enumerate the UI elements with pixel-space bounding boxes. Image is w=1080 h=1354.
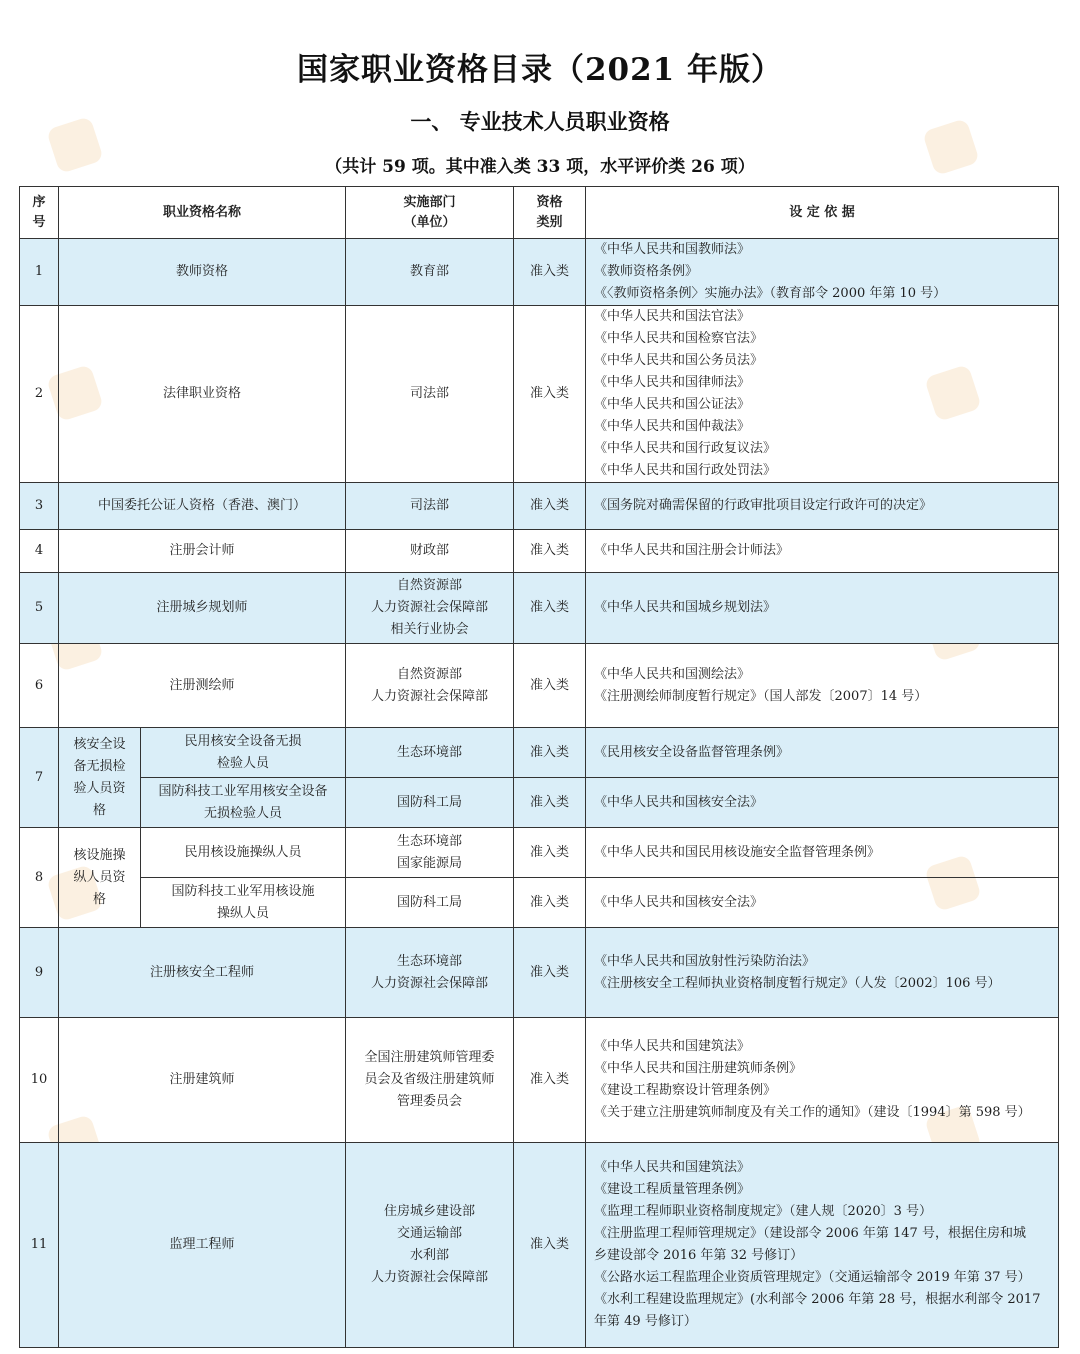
basis-line: 《中华人民共和国城乡规划法》 [594,600,777,615]
row-name: 监理工程师 [59,1143,346,1348]
row-name: 注册核安全工程师 [59,928,346,1018]
table-row [20,1018,1059,1143]
sub-name-line: 国防科技工业军用核安全设备 [158,783,328,799]
row-seq: 9 [20,928,59,1018]
row-seq: 5 [20,573,59,644]
basis-line: 《中华人民共和国注册建筑师条例》 [594,1061,803,1076]
dept-line: 水利部 [410,1248,450,1263]
basis-line: 《中华人民共和国放射性污染防治法》 [594,953,816,969]
row-name: 注册建筑师 [59,1018,346,1143]
dept-line: 人力资源社会保障部 [371,975,489,991]
table-row [20,928,1059,1018]
row-dept [346,928,514,1018]
row-seq: 3 [20,483,59,530]
row-dept [346,828,514,878]
table-header-row [20,187,1059,239]
header-dept-line: 实施部门 [403,194,456,210]
dept-line: 司法部 [410,498,450,513]
row-name: 中国委托公证人资格（香港、澳门） [59,483,346,530]
sub-name-line: 民用核设施操纵人员 [184,844,302,860]
row-category: 准入类 [514,239,586,306]
row-dept [346,306,514,483]
group-name-line: 格 [92,891,106,907]
dept-line: 人力资源社会保障部 [371,1270,489,1285]
header-dept [346,187,514,239]
header-category-line: 资格 [536,194,563,210]
group-name-line: 验人员资 [73,780,126,796]
row-category: 准入类 [514,928,586,1018]
row-basis [586,530,1059,573]
basis-line: 《中华人民共和国注册会计师法》 [594,543,790,558]
dept-line: 自然资源部 [397,578,463,593]
basis-line: 《建设工程勘察设计管理条例》 [594,1083,777,1098]
row-basis [586,1018,1059,1143]
row-seq: 4 [20,530,59,573]
table-row [20,239,1059,306]
row-category: 准入类 [514,644,586,728]
basis-line: 《中华人民共和国建筑法》 [594,1160,751,1175]
dept-line: 管理委员会 [397,1094,463,1109]
row-basis [586,778,1059,828]
basis-line: 《水利工程建设监理规定》(水利部令 2006 年第 28 号，根据水利部令 2017 [594,1292,1041,1307]
basis-line: 《国务院对确需保留的行政审批项目设定行政许可的决定》 [594,498,933,513]
table-row [20,878,1059,928]
row-dept [346,573,514,644]
row-seq: 1 [20,239,59,306]
dept-line: 人力资源社会保障部 [371,688,489,704]
row-seq: 8 [20,828,59,928]
header-seq [20,187,59,239]
dept-line: 自然资源部 [397,666,463,682]
table-row [20,306,1059,483]
header-category-line: 类别 [536,214,563,230]
table-row [20,483,1059,530]
row-basis [586,644,1059,728]
basis-line: 《关于建立注册建筑师制度及有关工作的通知》（建设〔1994〕第 598 号） [594,1105,1031,1120]
table-row [20,1143,1059,1348]
dept-line: 生态环境部 [397,833,463,849]
basis-line: 《中华人民共和国民用核设施安全监督管理条例》 [594,844,881,860]
row-category: 准入类 [514,828,586,878]
row-dept [346,483,514,530]
header-name: 职业资格名称 [59,187,346,239]
dept-line: 财政部 [410,543,450,558]
row-dept [346,1018,514,1143]
group-name-line: 格 [92,802,106,818]
row-basis [586,239,1059,306]
row-sub-name [141,778,346,828]
basis-line: 《中华人民共和国法官法》 [594,309,751,324]
row-dept [346,878,514,928]
dept-line: 相关行业协会 [390,622,469,637]
table-row [20,728,1059,778]
summary-note: （共计 59 项。其中准入类 33 项，水平评价类 26 项） [325,157,755,177]
row-name: 教师资格 [59,239,346,306]
row-category: 准入类 [514,778,586,828]
table-row [20,778,1059,828]
table-row [20,573,1059,644]
row-dept [346,530,514,573]
basis-line: 《中华人民共和国行政处罚法》 [594,463,777,478]
basis-line: 《中华人民共和国律师法》 [594,375,751,390]
row-basis [586,483,1059,530]
row-sub-name [141,728,346,778]
header-seq-line: 号 [32,214,46,230]
row-basis [586,573,1059,644]
sub-name-line: 检验人员 [217,755,270,771]
basis-line: 《〈教师资格条例〉实施办法》（教育部令 2000 年第 10 号） [594,286,947,301]
table-row [20,644,1059,728]
sub-name-line: 民用核安全设备无损 [184,733,302,749]
basis-line: 乡建设部令 2016 年第 32 号修订） [594,1248,804,1263]
row-dept [346,778,514,828]
row-basis [586,828,1059,878]
section-title: 一、 专业技术人员职业资格 [410,109,670,134]
row-seq: 7 [20,728,59,828]
dept-line: 教育部 [410,264,450,279]
row-basis [586,878,1059,928]
basis-line: 《注册核安全工程师执业资格制度暂行规定》（人发〔2002〕106 号） [594,975,1001,991]
basis-line: 《公路水运工程监理企业资质管理规定》（交通运输部令 2019 年第 37 号） [594,1270,1031,1285]
basis-line: 《中华人民共和国行政复议法》 [594,441,777,456]
header-basis: 设 定 依 据 [586,187,1059,239]
sub-name-line: 操纵人员 [217,905,270,921]
basis-line: 《中华人民共和国公证法》 [594,397,751,412]
group-name-line: 备无损检 [73,758,126,774]
row-basis [586,728,1059,778]
row-dept [346,239,514,306]
row-category: 准入类 [514,1018,586,1143]
row-group-name [59,828,141,928]
basis-line: 《中华人民共和国测绘法》 [594,666,751,682]
row-name: 注册测绘师 [59,644,346,728]
row-seq: 6 [20,644,59,728]
basis-line: 《中华人民共和国公务员法》 [594,353,764,368]
row-name: 法律职业资格 [59,306,346,483]
row-name: 注册会计师 [59,530,346,573]
row-name: 注册城乡规划师 [59,573,346,644]
row-seq: 10 [20,1018,59,1143]
basis-line: 《监理工程师职业资格制度规定》（建人规〔2020〕3 号） [594,1204,933,1219]
table-row [20,828,1059,878]
group-name-line: 纵人员资 [73,869,126,885]
row-category: 准入类 [514,483,586,530]
row-category: 准入类 [514,530,586,573]
dept-line: 员会及省级注册建筑师 [364,1072,495,1087]
basis-line: 《中华人民共和国核安全法》 [594,894,764,910]
group-name-line: 核设施操 [73,847,126,863]
document-title: 国家职业资格目录（2021 年版） [296,52,784,88]
row-category: 准入类 [514,1143,586,1348]
dept-line: 生态环境部 [397,744,463,760]
qualification-table [19,186,1059,1348]
dept-line: 人力资源社会保障部 [371,600,489,615]
basis-line: 《教师资格条例》 [594,264,699,279]
row-dept [346,644,514,728]
row-basis [586,1143,1059,1348]
basis-line: 《中华人民共和国检察官法》 [594,331,764,346]
basis-line: 《中华人民共和国仲裁法》 [594,419,751,434]
dept-line: 国防科工局 [397,894,463,910]
row-basis [586,928,1059,1018]
row-dept [346,728,514,778]
row-category: 准入类 [514,728,586,778]
dept-line: 司法部 [410,386,450,401]
basis-line: 年第 49 号修订） [594,1314,697,1329]
row-category: 准入类 [514,573,586,644]
row-dept [346,1143,514,1348]
dept-line: 国防科工局 [397,794,463,810]
table-row [20,530,1059,573]
dept-line: 住房城乡建设部 [384,1204,476,1219]
row-seq: 11 [20,1143,59,1348]
row-basis [586,306,1059,483]
dept-line: 国家能源局 [397,855,463,871]
header-category [514,187,586,239]
sub-name-line: 无损检验人员 [204,805,283,821]
header-dept-line: （单位） [403,214,456,230]
basis-line: 《注册监理工程师管理规定》（建设部令 2006 年第 147 号，根据住房和城 [594,1226,1026,1241]
row-seq: 2 [20,306,59,483]
sub-name-line: 国防科技工业军用核设施 [171,883,315,899]
dept-line: 交通运输部 [397,1226,463,1241]
dept-line: 生态环境部 [397,953,463,969]
row-group-name [59,728,141,828]
basis-line: 《中华人民共和国建筑法》 [594,1039,751,1054]
row-sub-name [141,878,346,928]
row-category: 准入类 [514,306,586,483]
row-sub-name [141,828,346,878]
dept-line: 全国注册建筑师管理委 [364,1050,495,1065]
basis-line: 《建设工程质量管理条例》 [594,1182,751,1197]
basis-line: 《注册测绘师制度暂行规定》（国人部发〔2007〕14 号） [594,688,928,704]
basis-line: 《民用核安全设备监督管理条例》 [594,744,790,760]
header-seq-line: 序 [32,194,46,210]
row-category: 准入类 [514,878,586,928]
basis-line: 《中华人民共和国核安全法》 [594,794,764,810]
basis-line: 《中华人民共和国教师法》 [594,242,751,257]
group-name-line: 核安全设 [73,736,126,752]
